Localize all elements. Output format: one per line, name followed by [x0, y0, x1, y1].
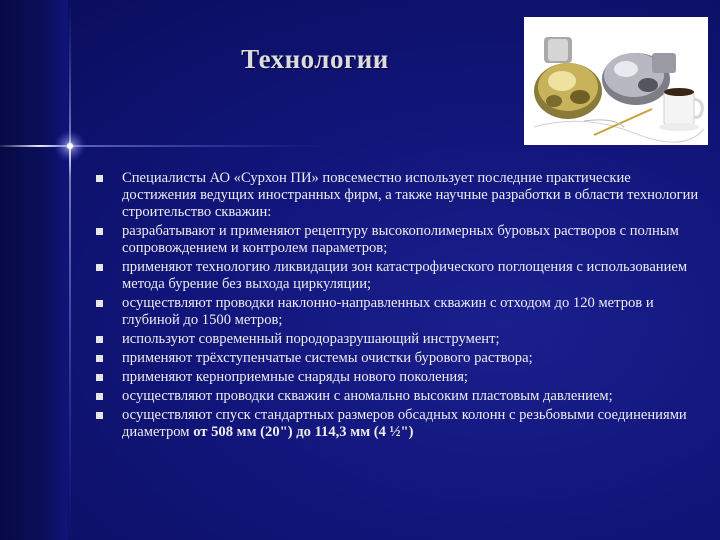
bullet-text: разрабатывают и применяют рецептуру высокополимерных буровых растворов с полным сопровождением и контролем параметров;: [122, 223, 679, 256]
list-item: [94, 350, 704, 367]
square-bullet-icon: [96, 393, 103, 400]
bullet-text: осуществляют спуск стандартных размеров обсадных колонн с резьбовыми соединениями диаметром: [122, 407, 687, 440]
list-item: [94, 223, 704, 257]
left-decorative-band: [0, 0, 68, 540]
square-bullet-icon: [96, 228, 103, 235]
drill-bits-photo: [524, 17, 708, 145]
list-item: [94, 331, 704, 348]
square-bullet-icon: [96, 300, 103, 307]
list-item: [94, 388, 704, 405]
list-item: [94, 407, 704, 441]
bullet-text: используют современный породоразрушающий инструмент;: [122, 331, 500, 347]
square-bullet-icon: [96, 374, 103, 381]
list-item: [94, 295, 704, 329]
list-item: [94, 259, 704, 293]
drill-bits-illustration-icon: [524, 17, 708, 145]
bullet-text: применяют трёхступенчатые системы очистки бурового раствора;: [122, 350, 533, 366]
square-bullet-icon: [96, 355, 103, 362]
bullet-text: применяют керноприемные снаряды нового поколения;: [122, 369, 468, 385]
bullet-text: осуществляют проводки скважин с аномально высоким пластовым давлением;: [122, 388, 613, 404]
square-bullet-icon: [96, 336, 103, 343]
square-bullet-icon: [96, 264, 103, 271]
bullet-bold-text: от 508 мм (20") до 114,3 мм (4 ½"): [193, 424, 414, 440]
bullet-text: осуществляют проводки наклонно-направленных скважин с отходом до 120 метров и глубиной до 1500 метров;: [122, 295, 654, 328]
bullet-text: Специалисты АО «Сурхон ПИ» повсеместно использует последние практические достижения ведущих иностранных фирм, а также научные разработки в области технологии строительство скважин:: [122, 170, 699, 220]
bullet-list: [94, 170, 704, 443]
bullet-text: применяют технологию ликвидации зон катастрофического поглощения с использованием метода бурение без выхода циркуляции;: [122, 259, 688, 292]
slide-title: Технологии: [241, 44, 389, 74]
square-bullet-icon: [96, 175, 103, 182]
square-bullet-icon: [96, 412, 103, 419]
list-item: [94, 369, 704, 386]
list-item: [94, 170, 704, 221]
